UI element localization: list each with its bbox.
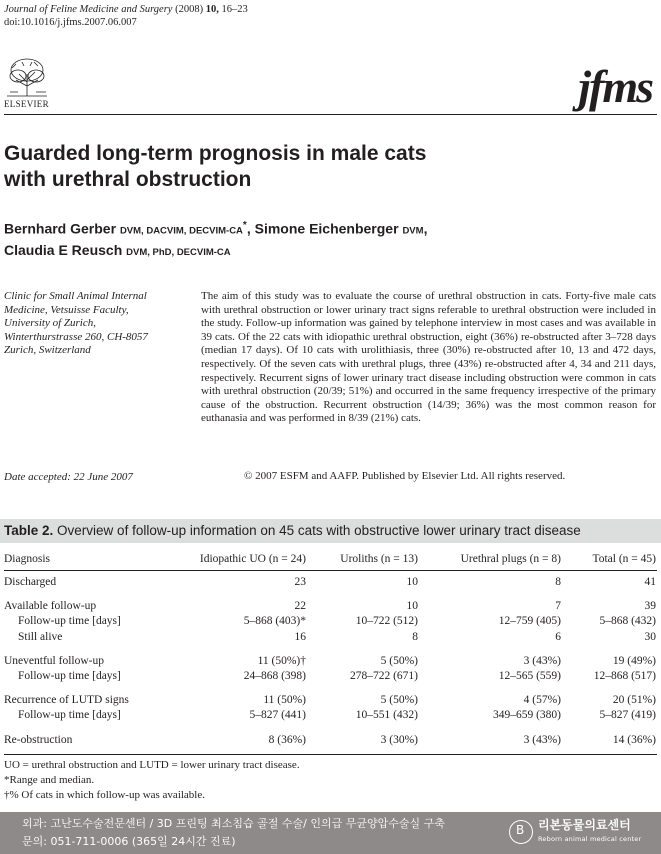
footer-banner[interactable] (0, 812, 661, 854)
column-header: Urethral plugs (n = 8) (460, 553, 561, 565)
table-cell: 24–868 (398) (243, 670, 306, 682)
table-cell: 12–868 (517) (593, 670, 656, 682)
table-cell: 12–565 (559) (498, 670, 561, 682)
table-cell: 41 (644, 576, 656, 588)
table-note: UO = urethral obstruction and LUTD = lower urinary tract disease. (4, 759, 300, 771)
table-cell: 12–759 (405) (498, 615, 561, 627)
row-label: Follow-up time [days] (18, 615, 121, 627)
row-label: Follow-up time [days] (18, 709, 121, 721)
clinic-name-english: Reborn animal medical center (538, 835, 642, 843)
author-name: Simone Eichenberger (254, 220, 399, 237)
row-label: Discharged (4, 576, 57, 588)
table-cell: 10 (406, 576, 418, 588)
table-cell: 7 (555, 600, 561, 612)
author-degrees: DVM, PhD, DECVIM-CA (126, 246, 231, 258)
journal-volume: 10, (205, 4, 219, 15)
table-cell: 39 (644, 600, 656, 612)
affiliation-line: Clinic for Small Animal Internal (4, 290, 147, 302)
author-degrees: DVM (402, 225, 424, 237)
table-cell: 19 (49%) (612, 655, 656, 667)
author-name: Bernhard Gerber (4, 220, 117, 237)
date-accepted: Date accepted: 22 June 2007 (4, 471, 133, 483)
table-cell: 5 (50%) (380, 694, 418, 706)
table-cell: 8 (555, 576, 561, 588)
table-cell: 30 (644, 631, 656, 643)
column-header: Diagnosis (4, 553, 50, 565)
table-cell: 5–868 (403)* (243, 615, 306, 627)
table-cell: 5 (50%) (380, 655, 418, 667)
table-cell: 23 (294, 576, 306, 588)
table-cell: 5–868 (432) (599, 615, 656, 627)
table-note: †% Of cats in which follow-up was available. (4, 789, 205, 801)
title-line-1: Guarded long-term prognosis in male cats (4, 142, 427, 165)
author-line-1: Bernhard Gerber DVM, DACVIM, DECVIM-CA*, Simone Eichenberger DVM, (4, 220, 428, 237)
row-label: Still alive (18, 631, 63, 643)
elsevier-tree-logo (4, 56, 50, 98)
affiliation (4, 290, 189, 358)
author-line-2 (4, 241, 427, 262)
publisher-name: ELSEVIER (4, 99, 49, 109)
clinic-logo-icon (509, 820, 533, 844)
table-cell: 11 (50%) (263, 694, 306, 706)
table-cell: 278–722 (671) (349, 670, 418, 682)
column-header: Uroliths (n = 13) (340, 553, 418, 565)
table-label: Table 2. (4, 523, 54, 538)
affiliation-line: Zurich, Switzerland (4, 344, 91, 357)
journal-year: (2008) (175, 4, 204, 15)
journal-pages: 16–23 (221, 4, 248, 15)
table-cell: 22 (294, 600, 306, 612)
table-cell: 11 (50%)† (257, 655, 306, 667)
table-cell: 14 (36%) (612, 734, 656, 746)
affiliation-line: University of Zurich, (4, 317, 96, 330)
row-label: Follow-up time [days] (18, 670, 121, 682)
table-cell: 3 (43%) (523, 734, 561, 746)
table-caption-text: Overview of follow-up information on 45 cats with obstructive lower urinary tract disease (57, 523, 581, 538)
table-cell: 10–722 (512) (355, 615, 418, 627)
table-cell: 349–659 (380) (492, 709, 561, 721)
column-header: Idiopathic UO (n = 24) (199, 553, 306, 565)
table-cell: 4 (57%) (523, 694, 561, 706)
footer-contact-text[interactable]: 문의: 051-711-0006 (365일 24시간 진료) (22, 835, 236, 848)
doi[interactable]: doi:10.1016/j.jfms.2007.06.007 (4, 17, 137, 28)
journal-title: Journal of Feline Medicine and Surgery (4, 4, 173, 15)
author-list (4, 216, 427, 262)
corresponding-mark[interactable]: * (242, 220, 247, 231)
clinic-name: 리본동물의료센터 (538, 818, 631, 832)
table-cell: 3 (43%) (523, 655, 561, 667)
table-cell: 10 (406, 600, 418, 612)
affiliation-line: Medicine, Vetsuisse Faculty, (4, 303, 129, 316)
table-cell: 3 (30%) (380, 734, 418, 746)
affiliation-line: Winterthurstrasse 260, CH-8057 (4, 330, 148, 343)
row-label: Recurrence of LUTD signs (4, 694, 129, 706)
table-header-rule (4, 570, 657, 571)
table-cell: 5–827 (419) (599, 709, 656, 721)
table-cell: 5–827 (441) (249, 709, 306, 721)
abstract: The aim of this study was to evaluate the course of urethral obstruction in cats. Forty-five male cats with urethral obstruction or lower urinary tract signs referable to urethral obstruction were included in the study. Follow-up information was gained by telephone interview in most cases and was available in 39 cats. Of the 22 cats with idiopathic urethral obstruction, eight (36%) re-obstructed after 3–728 days (median 17 days). Of 10 cats with urolithiasis, three (30%) re-obstructed after 10, 13 and 472 days, respectively. Of the seven cats with urethral plugs, three (43%) re-obstructed after 4, 34 and 211 days, respectively. Recurrent signs of lower urinary tract disease including obstruction were common in cats with urethral obstruction (20/39; 51%) and occurred in the same frequency irrespective of the primary cause of the obstruction. Recurrent obstruction (14/39; 36%) was the most common reason for euthanasia and was performed in 8/39 (21%) cats. (201, 290, 656, 425)
article-title (4, 141, 604, 193)
author-name: Claudia E Reusch (4, 241, 123, 258)
header-divider (4, 114, 657, 115)
row-label: Re-obstruction (4, 734, 73, 746)
title-line-2: with urethral obstruction (4, 168, 252, 191)
footer-services-text: 외과: 고난도수술전문센터 / 3D 프린팅 최소침습 골절 수술/ 인의급 무균양압수술실 구축 (22, 817, 445, 830)
row-label: Available follow-up (4, 600, 97, 612)
row-label: Uneventful follow-up (4, 655, 104, 667)
table-cell: 6 (555, 631, 561, 643)
table-cell: 16 (294, 631, 306, 643)
table-cell: 10–551 (432) (355, 709, 418, 721)
table-note: *Range and median. (4, 774, 95, 786)
table-cell: 20 (51%) (612, 694, 656, 706)
table-bottom-rule (4, 754, 657, 755)
table-caption (0, 519, 661, 543)
author-degrees: DVM, DACVIM, DECVIM-CA (119, 225, 243, 237)
column-header: Total (n = 45) (592, 553, 656, 565)
table-cell: 8 (36%) (268, 734, 306, 746)
table-cell: 8 (412, 631, 418, 643)
journal-citation (4, 4, 248, 16)
copyright: © 2007 ESFM and AAFP. Published by Elsevier Ltd. All rights reserved. (244, 470, 566, 482)
jfms-logo: jfms (578, 61, 652, 112)
